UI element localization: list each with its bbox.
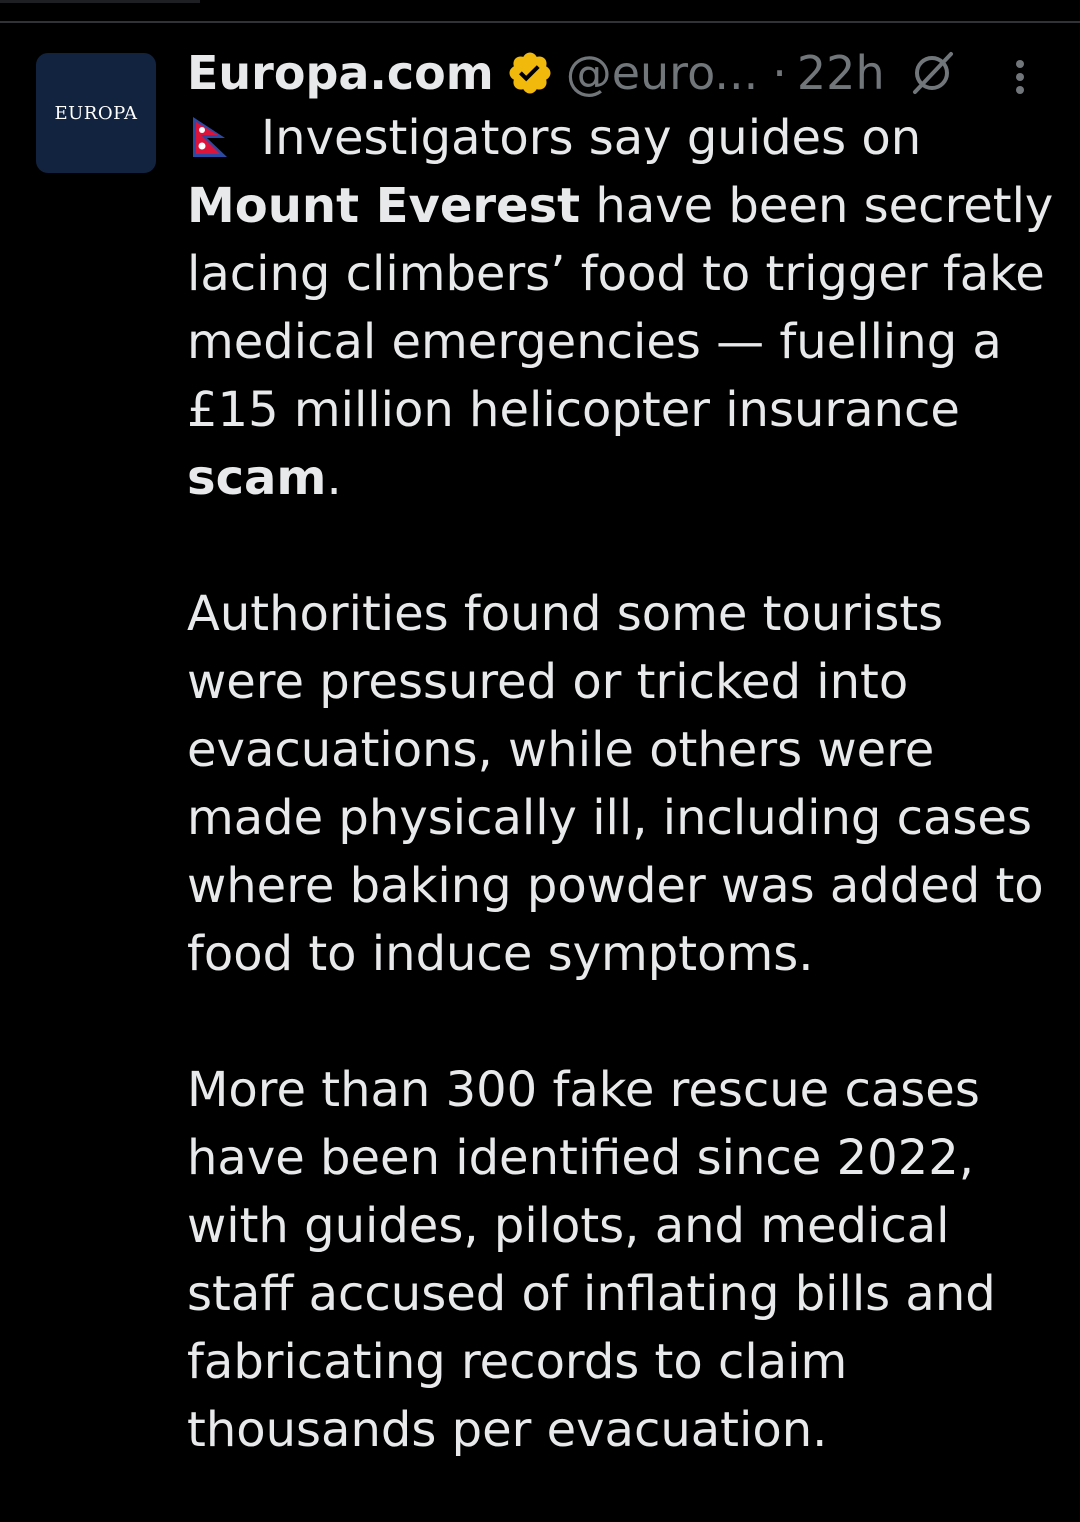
tweet-p1-bold: Mount Everest: [187, 178, 581, 234]
tweet-paragraph-3: More than 300 fake rescue cases have been identified since 2022, with guides, pilots, and medical staff accused of inflating bills and fabricating records to claim thousands per evacuation.: [187, 1062, 996, 1458]
user-handle[interactable]: @euro...: [565, 46, 759, 100]
tweet-header: [187, 45, 957, 101]
grok-icon[interactable]: [907, 48, 957, 98]
avatar[interactable]: [36, 53, 156, 173]
timestamp[interactable]: 22h: [796, 46, 885, 100]
tweet-p1-bold2: scam: [187, 450, 327, 506]
tweet-p1-lead: Investigators say guides on: [261, 110, 922, 166]
separator-dot: ·: [772, 46, 787, 100]
tweet-p1-end: .: [326, 450, 342, 506]
nepal-flag-icon: [187, 110, 233, 156]
verified-badge-icon: [506, 49, 554, 97]
top-divider-accent: [0, 0, 200, 3]
tweet[interactable]: [0, 23, 1080, 1522]
paragraph-gap: [187, 512, 1067, 580]
tweet-text: [187, 104, 1067, 1464]
avatar-logo-text: EUROPA: [54, 102, 138, 124]
more-vertical-icon[interactable]: [1000, 57, 1040, 97]
tweet-paragraph-1: [187, 104, 1067, 512]
paragraph-gap: [187, 988, 1067, 1056]
tweet-p1-mid: have been secretly lacing climbers’ food to trigger fake medical emergencies — fuelling a £15 million helicopter insurance: [187, 178, 1054, 438]
tweet-paragraph-2: Authorities found some tourists were pressured or tricked into evacuations, while others were made physically ill, including cases where baking powder was added to food to induce symptoms.: [187, 586, 1044, 982]
display-name[interactable]: Europa.com: [187, 46, 494, 100]
